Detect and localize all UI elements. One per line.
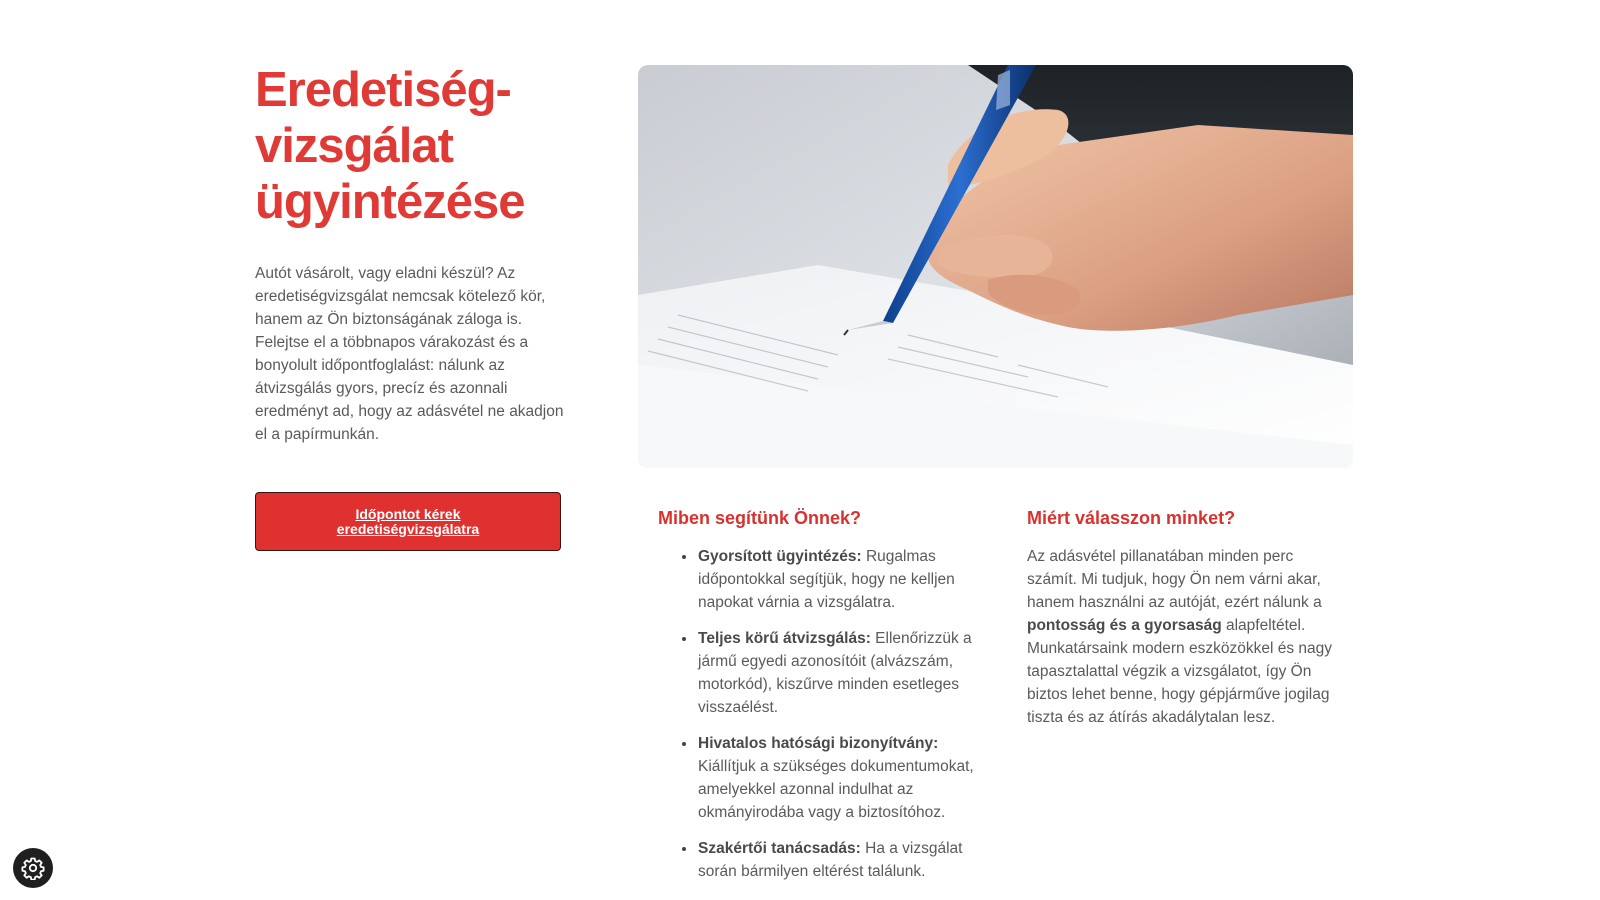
page-title: Eredetiség-vizsgálat ügyintézése [255,63,525,229]
list-item-text: Ha a vizsgálat során bármilyen eltérést találunk. [698,840,963,880]
list-item-text: Rugalmas időpontokkal segítjük, hogy ne kelljen napokat várnia a vizsgálatra. [698,548,955,611]
why-text [1027,545,1342,729]
list-item-title: Teljes körű átvizsgálás: [698,630,871,647]
appointment-button-label: Időpontot kérek eredetiségvizsgálatra [336,505,480,537]
list-item [697,732,982,824]
why-section-title: Miért válasszon minket? [1027,508,1236,528]
list-item-title: Szakértői tanácsadás: [698,840,861,857]
list-item-title: Hivatalos hatósági bizonyítvány: [698,735,939,752]
gear-icon [21,856,45,880]
appointment-button[interactable] [255,492,561,551]
help-list [682,545,982,896]
list-item-title: Gyorsított ügyintézés: [698,548,862,565]
list-item [697,545,982,614]
why-text-part: Az adásvétel pillanatában minden perc számít. Mi tudjuk, hogy Ön nem várni akar, hanem használni az autóját, ezért nálunk a [1027,548,1322,611]
list-item-text: Kiállítjuk a szükséges dokumentumokat, amelyekkel azonnal indulhat az okmányirodába vagy a biztosítóhoz. [698,758,974,821]
help-section-title: Miben segítünk Önnek? [658,508,862,528]
why-text-part: alapfeltétel. Munkatársaink modern eszközökkel és nagy tapasztalattal végzik a vizsgálatot, így Ön biztos lehet benne, hogy gépjárműve jogilag tiszta és az átírás akadálytalan lesz. [1027,617,1332,726]
intro-text: Autót vásárolt, vagy eladni készül? Az eredetiségvizsgálat nemcsak kötelező kör, hanem az Ön biztonságának záloga is. Felejtse el a többnapos várakozást és a bonyolult időpontfoglalást: nálunk az átvizsgálás gyors, precíz és azonnali eredményt ad, hogy az adásvétel ne akadjon el a papírmunkán. [255,265,564,443]
list-item [697,627,982,719]
list-item-text: Ellenőrizzük a jármű egyedi azonosítóit (alvázszám, motorkód), kiszűrve minden esetleges visszaélést. [698,630,972,716]
list-item [697,837,982,883]
why-text-highlight: pontosság és a gyorsaság [1027,617,1222,634]
hero-image [638,65,1353,468]
cookie-settings-button[interactable] [13,848,53,888]
